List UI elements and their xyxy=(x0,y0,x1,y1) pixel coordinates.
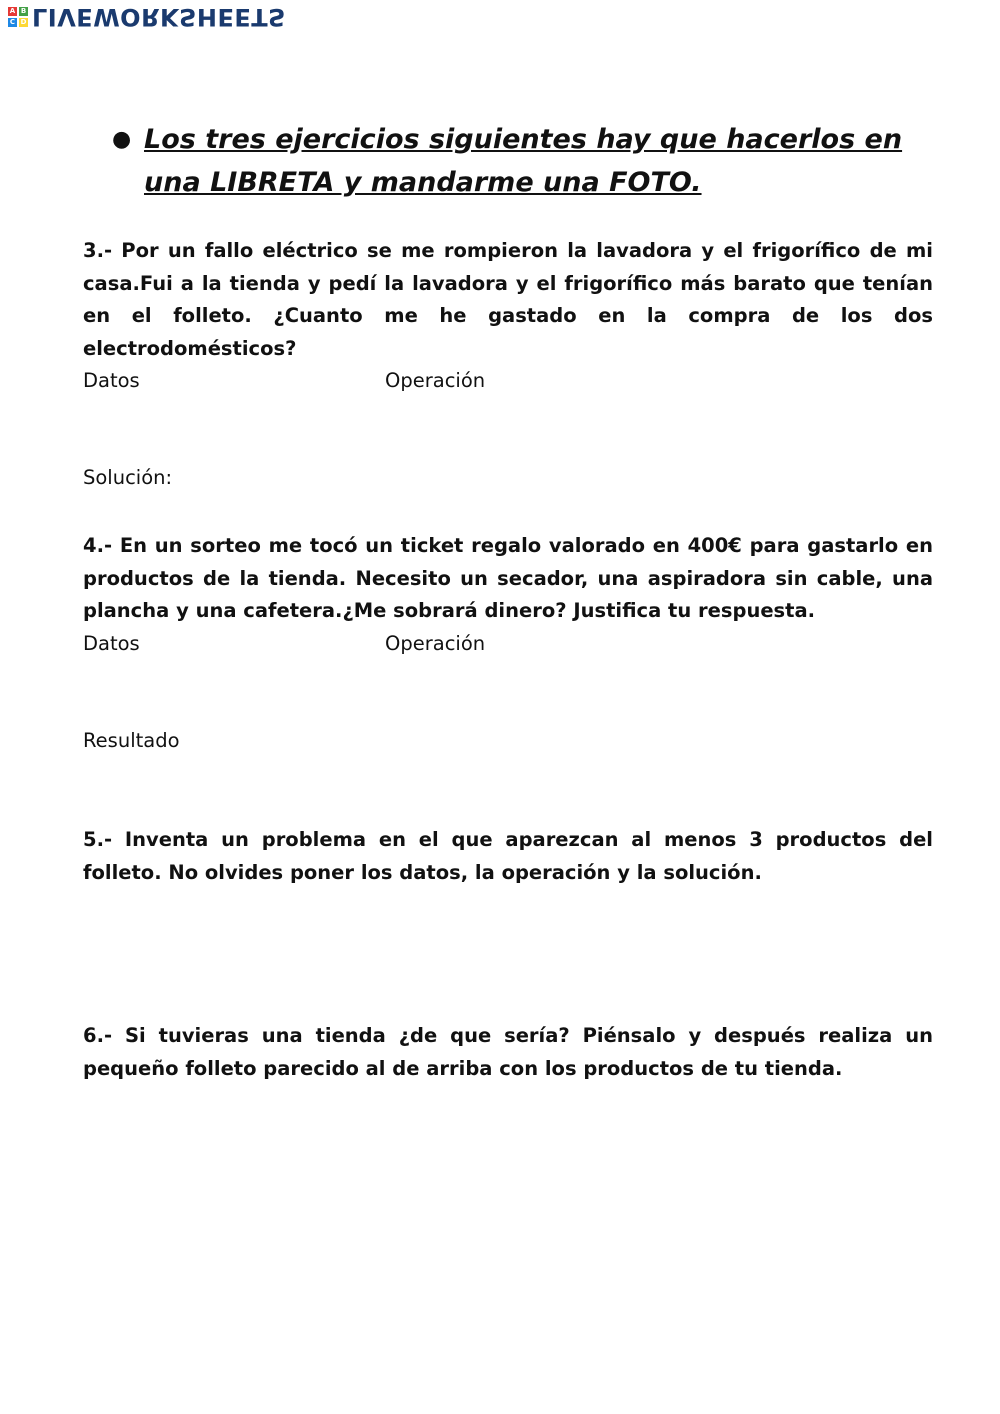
logo-text: LIVEWORKSHEETS xyxy=(32,3,286,31)
logo-block: D xyxy=(20,18,27,26)
exercise-5 xyxy=(83,824,933,889)
logo-block: B xyxy=(20,7,27,15)
exercise-4 xyxy=(83,530,933,757)
exercise-4-text: 4.- En un sorteo me tocó un ticket regalo valorado en 400€ para gastarlo en productos de la tienda. Necesito un secador, una aspiradora sin cable, una plancha y una cafetera.¿Me sobrará dinero? Justifica tu respuesta. xyxy=(83,534,933,622)
solucion-label: Solución: xyxy=(83,466,173,489)
exercise-3 xyxy=(83,235,933,494)
liveworksheets-logo xyxy=(8,4,286,30)
exercise-6-text: 6.- Si tuvieras una tienda ¿de que sería? Piénsalo y después realiza un pequeño folleto parecido al de arriba con los productos de tu tienda. xyxy=(83,1024,933,1080)
logo-blocks-icon xyxy=(8,7,28,27)
exercise-3-labels xyxy=(83,365,933,397)
operacion-label: Operación xyxy=(385,631,486,655)
exercise-3-text: 3.- Por un fallo eléctrico se me rompieron la lavadora y el frigorífico de mi casa.Fui a la tienda y pedí la lavadora y el frigorífico más barato que tenían en el folleto. ¿Cuanto me he gastado en la compra de los dos electrodomésticos? xyxy=(83,239,933,360)
resultado-label: Resultado xyxy=(83,728,180,752)
logo-block: C xyxy=(9,18,16,26)
operacion-label: Operación xyxy=(385,369,486,392)
instruction xyxy=(112,118,912,204)
datos-label: Datos xyxy=(83,631,140,655)
datos-label: Datos xyxy=(83,369,140,392)
bullet-icon: ● xyxy=(112,127,132,152)
logo-block: A xyxy=(9,7,16,15)
exercise-5-text: 5.- Inventa un problema en el que aparezcan al menos 3 productos del folleto. No olvides poner los datos, la operación y la solución. xyxy=(83,828,933,884)
exercise-6 xyxy=(83,1020,933,1085)
exercise-4-labels xyxy=(83,628,933,660)
instruction-text: Los tres ejercicios siguientes hay que hacerlos en una LIBRETA y mandarme una FOTO. xyxy=(144,124,903,198)
